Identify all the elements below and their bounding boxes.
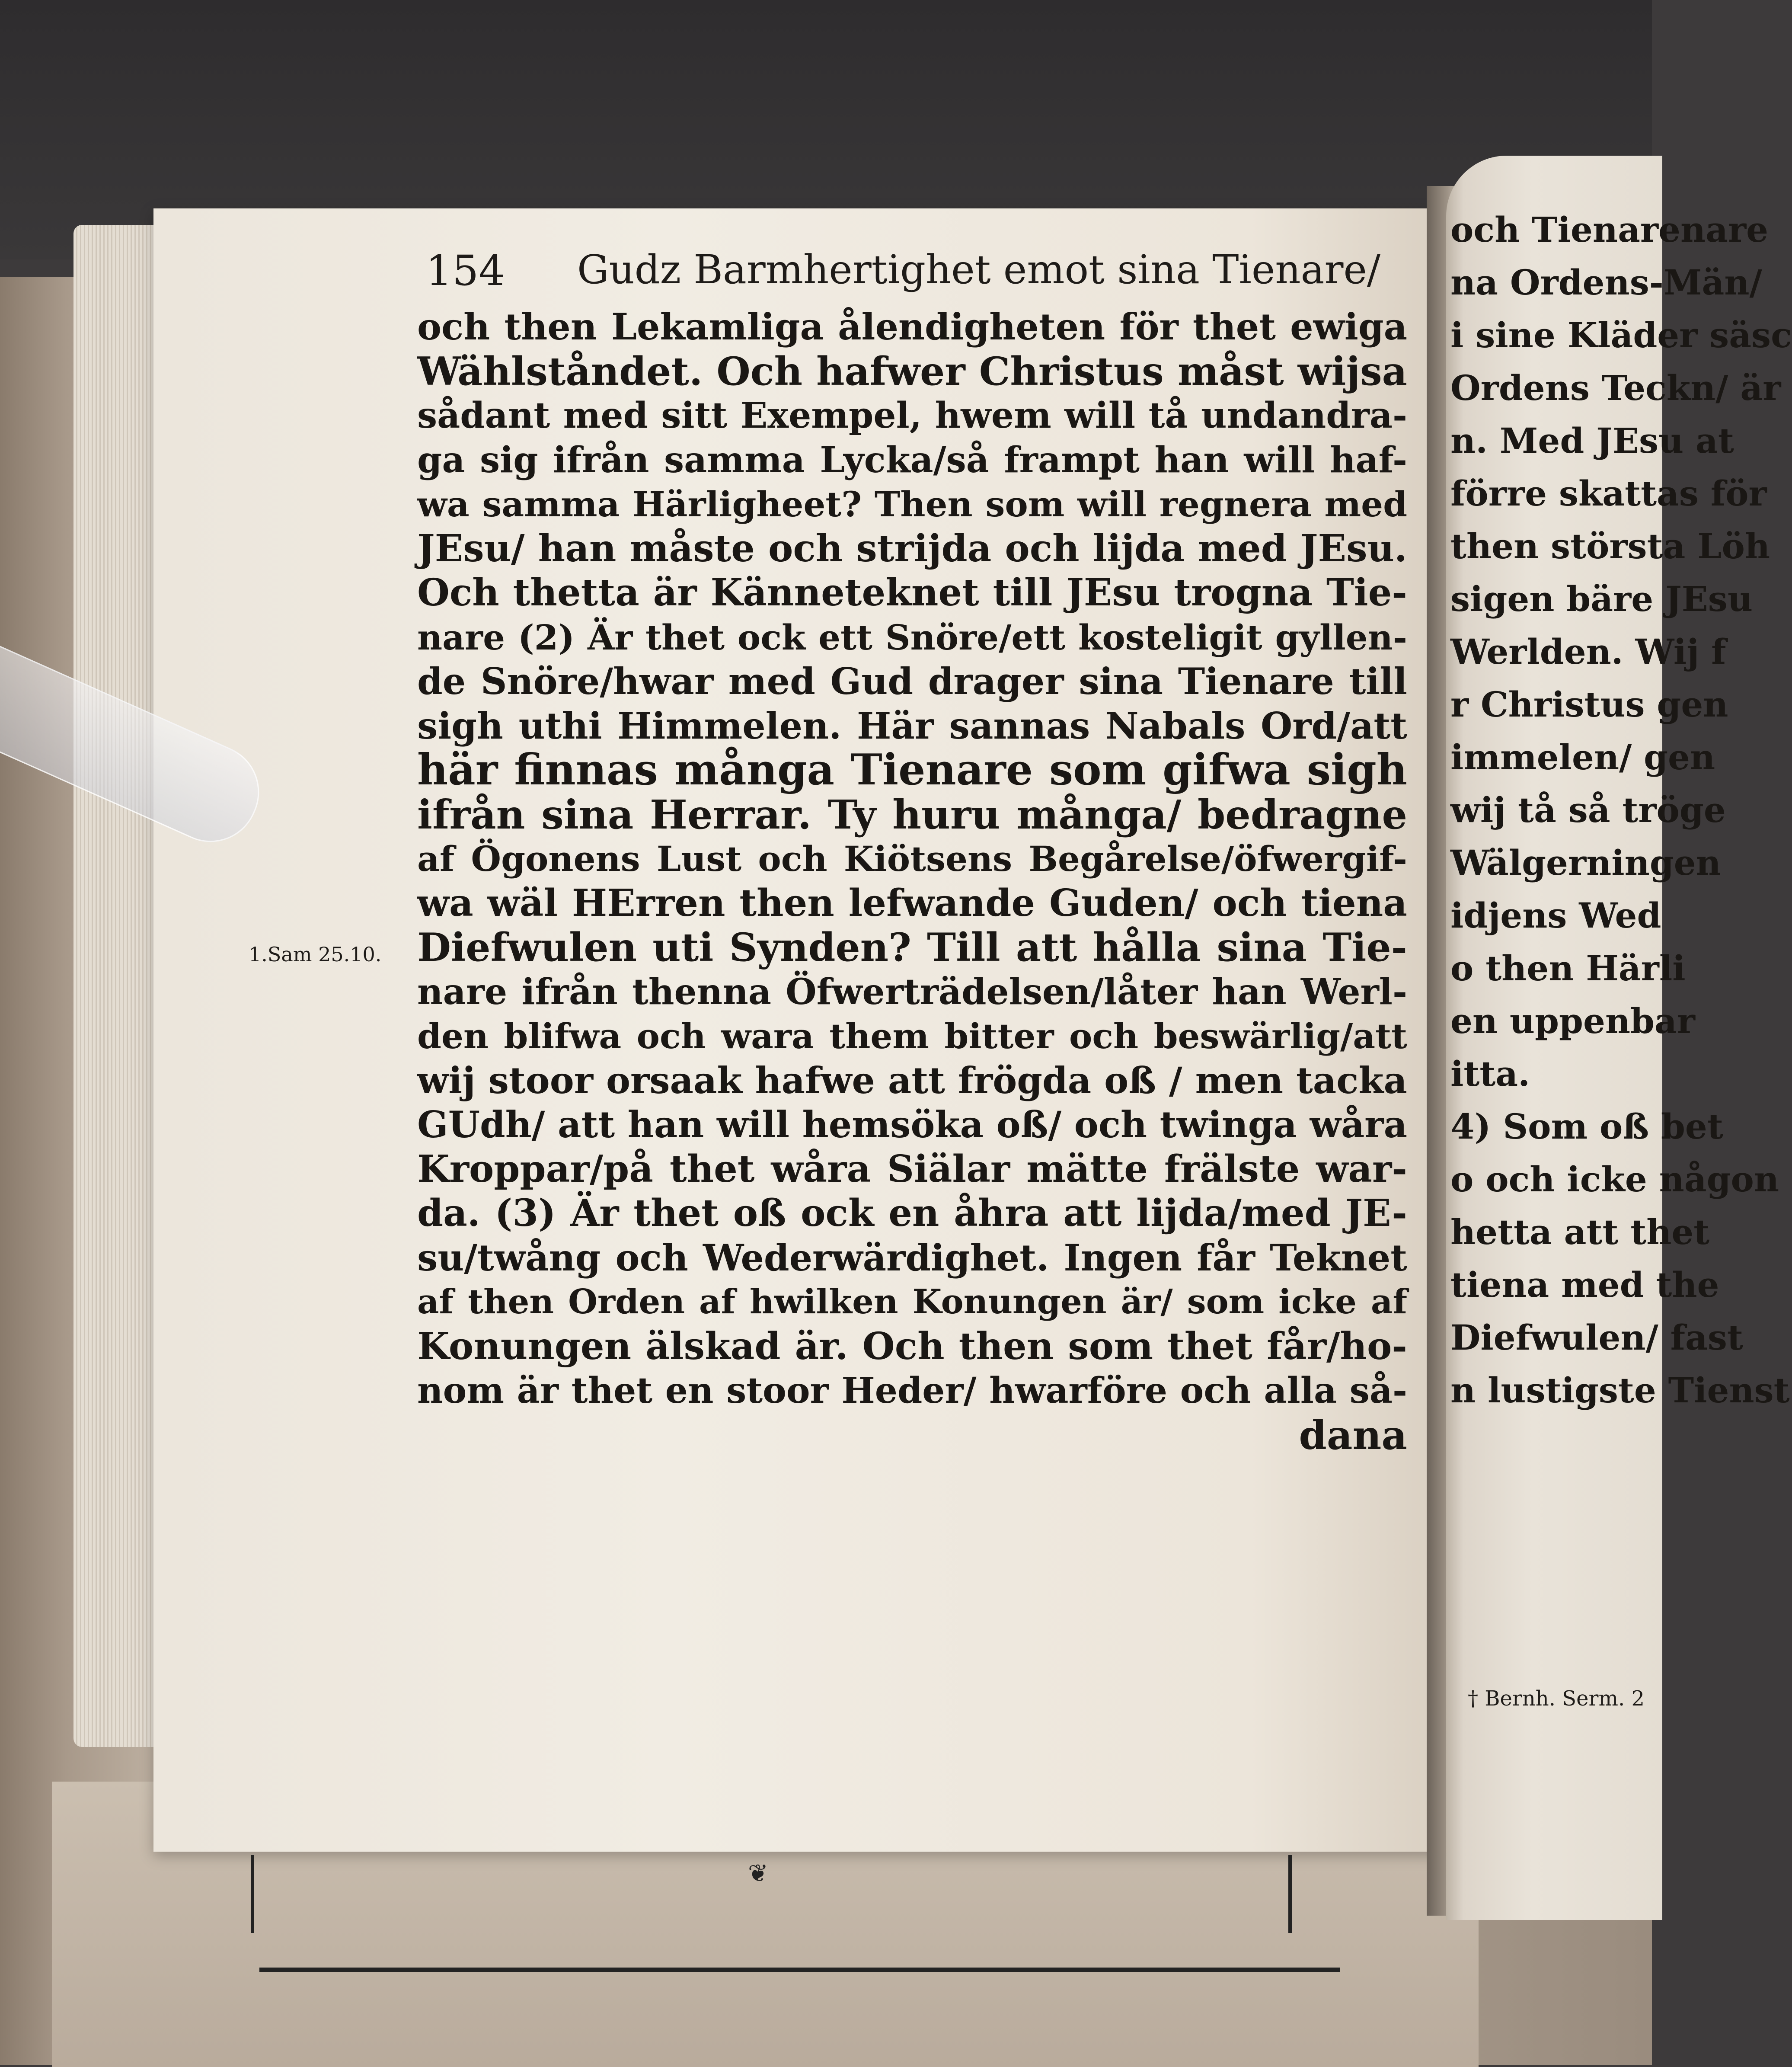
text-line: wij stoor orsaak hafwe att frögda oß / men tacka (417, 1059, 1407, 1102)
text-line: Kroppar/på thet wåra Siälar mätte frälste war- (417, 1147, 1407, 1191)
foot-horizontal-rule (259, 1968, 1340, 1972)
right-text-line: Diefwulen/ fast (1450, 1317, 1743, 1358)
right-text-line: na Ordens-Män/ (1450, 262, 1762, 303)
text-line: Och thetta är Känneteknet till JEsu trogna Tie- (417, 571, 1407, 614)
page-header (426, 246, 1380, 307)
right-page-footnote: † Bernh. Serm. 2 (1468, 1686, 1645, 1711)
right-text-line: Wälgerningen (1450, 842, 1721, 883)
right-text-line: förre skattas för (1450, 473, 1767, 514)
right-text-line: Ordens Teckn/ är (1450, 368, 1781, 408)
right-text-line: immelen/ gen (1450, 737, 1715, 778)
foot-vertical-line-left (251, 1855, 254, 1933)
right-text-line: o then Härli (1450, 948, 1686, 989)
text-line: nare (2) Är thet ock ett Snöre/ett kosteligit gyllen- (417, 617, 1407, 658)
foot-vertical-line-right (1288, 1855, 1292, 1933)
page-foot-lines (242, 1855, 1306, 1950)
right-text-line: i sine Kläder säsc (1450, 315, 1792, 355)
right-text-line: tiena med the (1450, 1264, 1719, 1305)
right-text-line: n lustigste Tienst (1450, 1370, 1790, 1411)
text-line: de Snöre/hwar med Gud drager sina Tienare till (417, 660, 1407, 703)
right-text-line: o och icke någon (1450, 1159, 1779, 1200)
text-line: af Ögonens Lust och Kiötsens Begårelse/öfwergif- (417, 838, 1407, 879)
right-text-line: idjens Wed (1450, 895, 1661, 936)
text-line: sigh uthi Himmelen. Här sannas Nabals Ord/att (417, 704, 1407, 747)
text-line: wa wäl HErren then lefwande Guden/ och tiena (417, 881, 1407, 925)
marginal-note: 1.Sam 25.10. (249, 943, 382, 966)
text-line: JEsu/ han måste och strijda och lijda med JEsu. (417, 526, 1407, 570)
right-text-line: wij tå så tröge (1450, 790, 1726, 830)
right-page-text (1450, 203, 1792, 1673)
right-text-line: en uppenbar (1450, 1001, 1695, 1041)
page-number: 154 (426, 246, 505, 295)
right-text-line: 4) Som oß bet (1450, 1106, 1723, 1147)
text-line: dana (1299, 1411, 1407, 1459)
text-line: nom är thet en stoor Heder/ hwarföre och alla så- (417, 1370, 1407, 1411)
text-line: sådant med sitt Exempel, hwem will tå undandra- (417, 395, 1407, 436)
text-line: ifrån sina Herrar. Ty huru många/ bedragne (417, 791, 1407, 838)
text-line: Wählståndet. Och hafwer Christus måst wijsa (417, 348, 1407, 394)
right-text-line: r Christus gen (1450, 684, 1728, 725)
right-text-line: hetta att thet (1450, 1212, 1710, 1252)
text-line: su/twång och Wederwärdighet. Ingen får Teknet (417, 1236, 1407, 1279)
ornament-icon: ❦ (748, 1859, 768, 1888)
right-text-line: Werlden. Wij f (1450, 631, 1726, 672)
text-line: ga sig ifrån samma Lycka/så frampt han will haf- (417, 439, 1407, 481)
text-line: och then Lekamliga ålendigheten för thet ewiga (417, 305, 1407, 348)
right-text-line: itta. (1450, 1053, 1530, 1094)
right-text-line: n. Med JEsu at (1450, 420, 1734, 461)
right-text-line: sigen bäre JEsu (1450, 579, 1753, 619)
text-line: Diefwulen uti Synden? Till att hålla sina Tie- (417, 925, 1407, 970)
running-head: Gudz Barmhertighet emot sina Tienare/ (577, 246, 1380, 293)
text-line: här finnas många Tienare som gifwa sigh (417, 745, 1407, 795)
text-line: den blifwa och wara them bitter och beswärlig/att (417, 1016, 1407, 1056)
text-line: wa samma Härligheet? Then som will regnera med (417, 484, 1407, 525)
right-text-line: then största Löh (1450, 526, 1770, 566)
right-text-line: och Tienarenare (1450, 209, 1768, 250)
body-text (417, 305, 1407, 1457)
text-line: af then Orden af hwilken Konungen är/ som icke af (417, 1282, 1407, 1321)
text-line: Konungen älskad är. Och then som thet får/ho- (417, 1324, 1407, 1368)
text-line: da. (3) Är thet oß ock en åhra att lijda/med JE- (417, 1191, 1407, 1235)
text-line: GUdh/ att han will hemsöka oß/ och twinga wåra (417, 1103, 1407, 1146)
text-line: nare ifrån thenna Öfwerträdelsen/låter han Werl- (417, 971, 1407, 1013)
